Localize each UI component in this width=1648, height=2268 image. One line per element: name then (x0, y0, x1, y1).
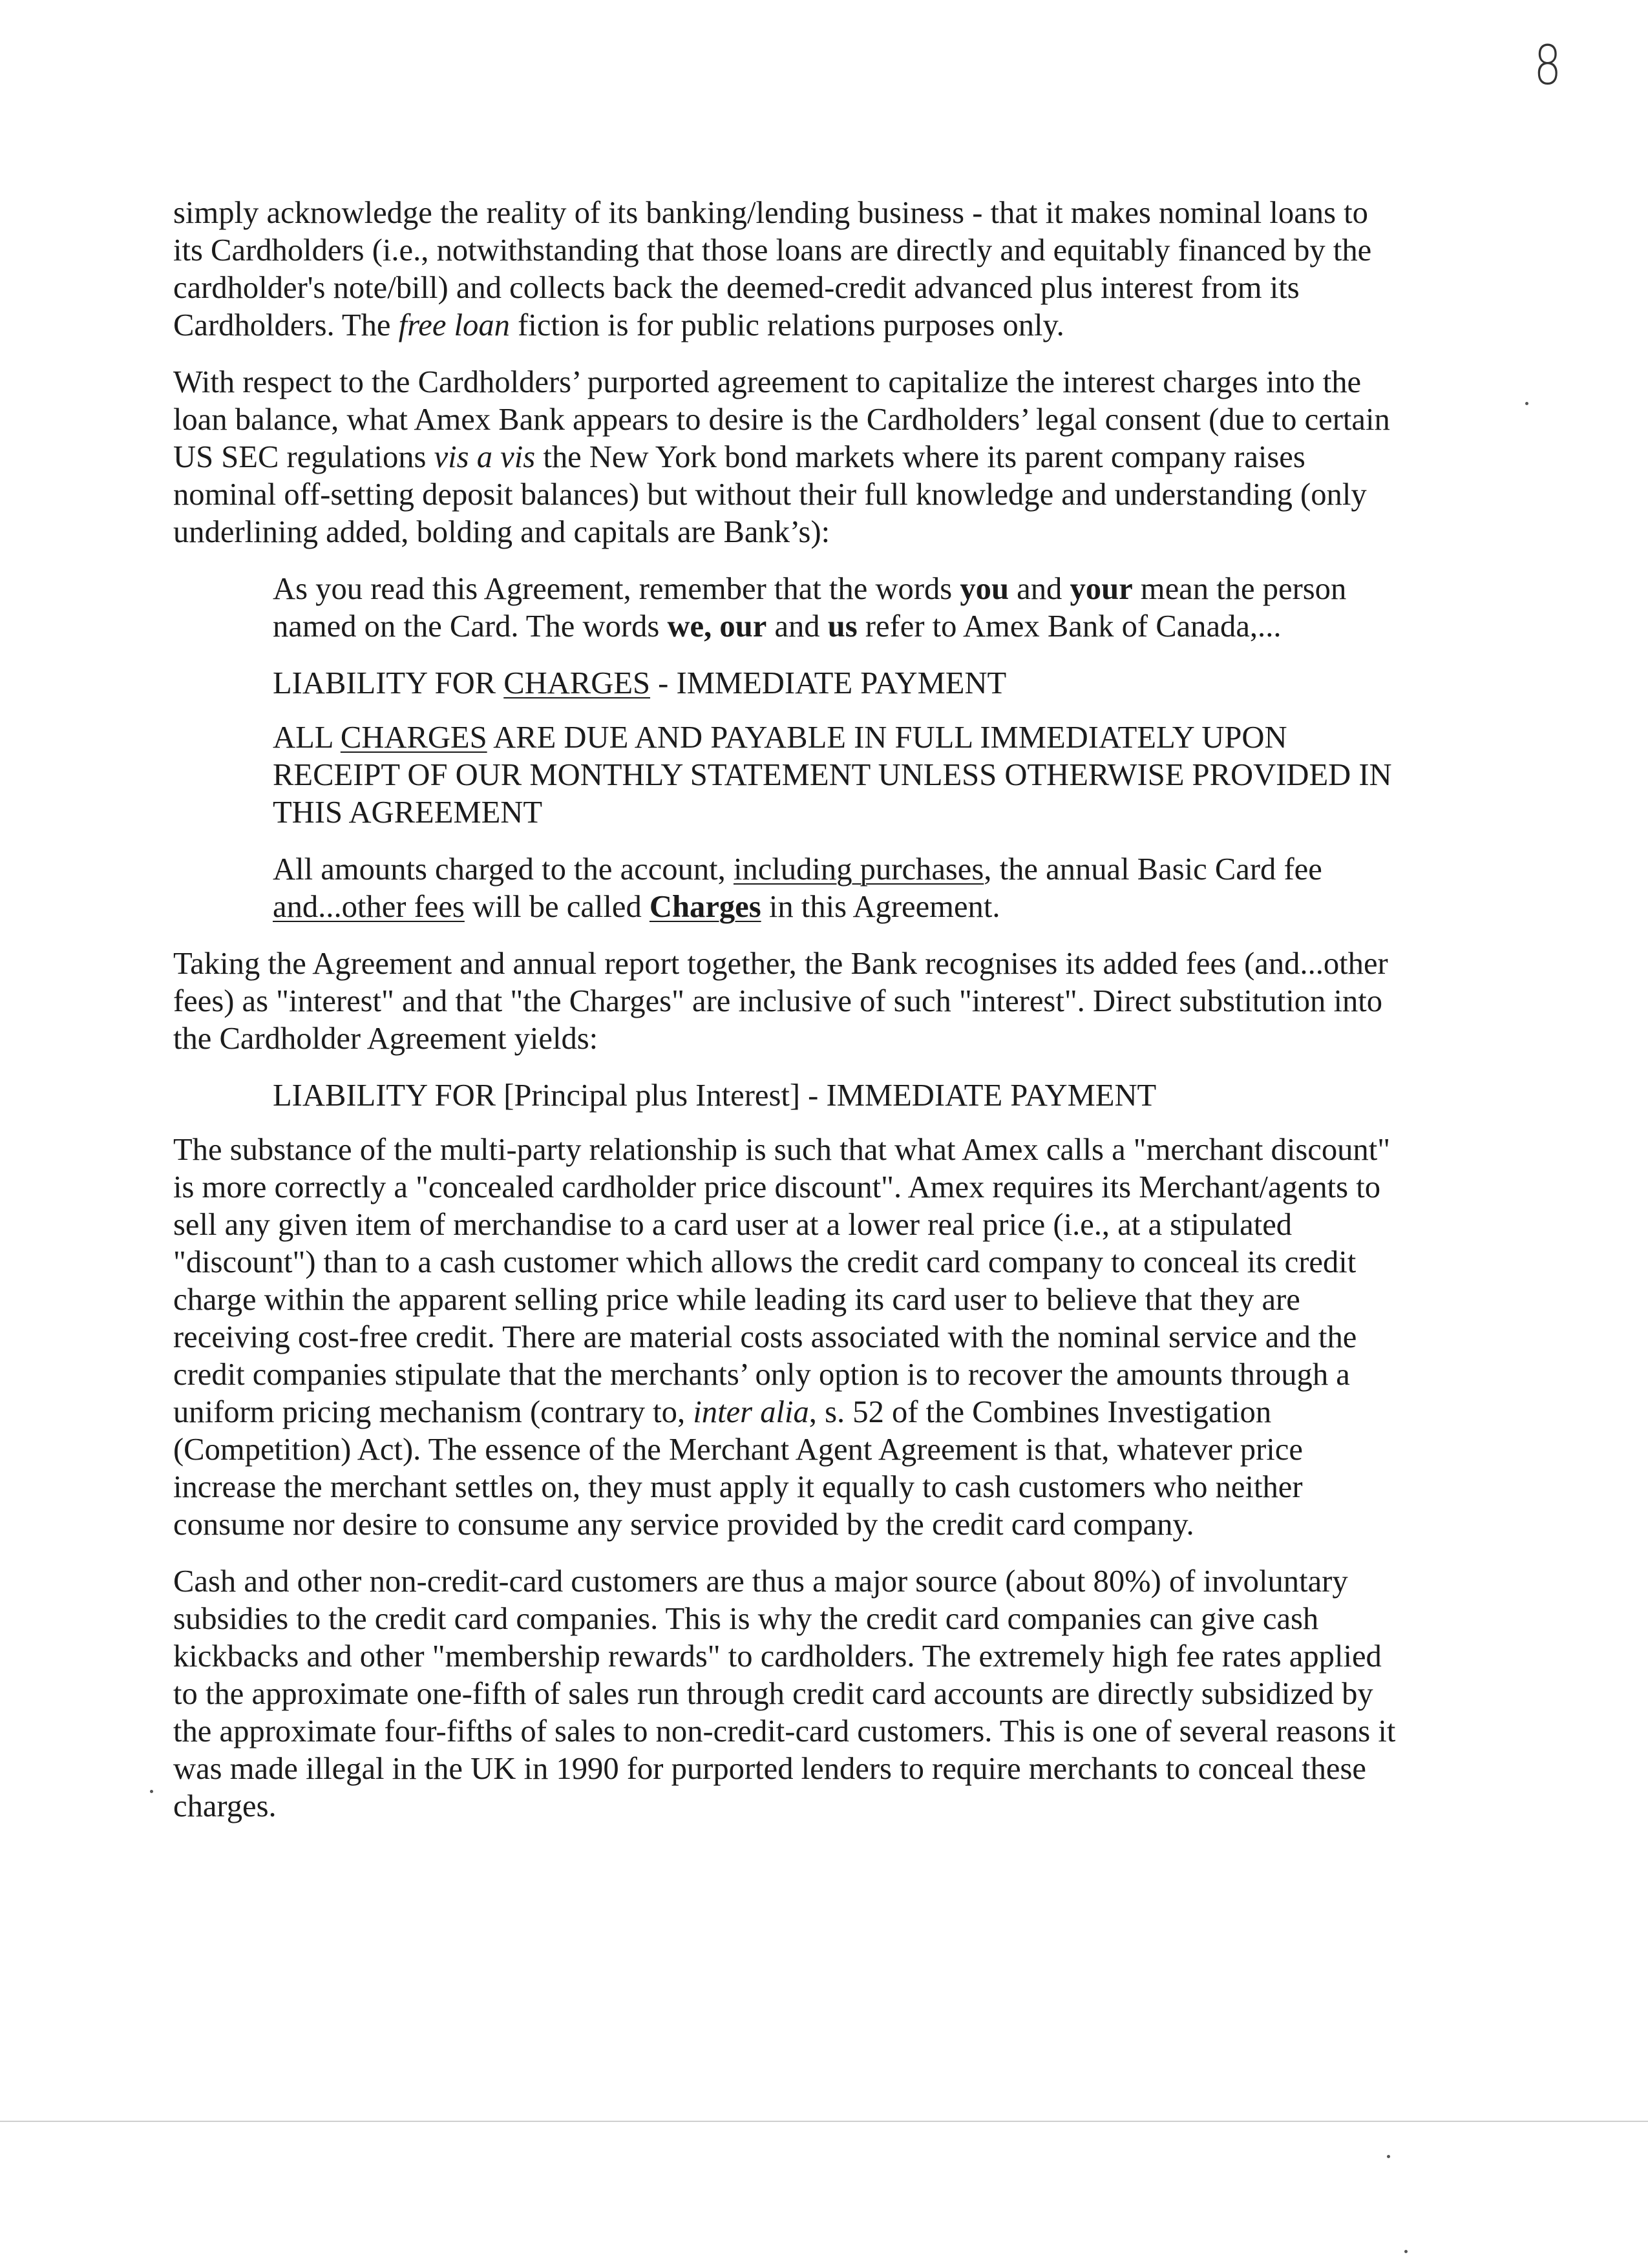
text-line: was made illegal in the UK in 1990 for purported lenders to require merchants to conceal these (173, 1751, 1366, 1786)
text-line: (Competition) Act). The essence of the Merchant Agent Agreement is that, whatever price (173, 1432, 1303, 1467)
text-line: its Cardholders (i.e., notwithstanding that those loans are directly and equitably financed by the (173, 233, 1372, 268)
text-line: LIABILITY FOR [Principal plus Interest] - IMMEDIATE PAYMENT (273, 1078, 1157, 1113)
block-quote-heading (273, 664, 1470, 702)
text-line: the approximate four-fifths of sales to non-credit-card customers. This is one of several reasons it (173, 1714, 1396, 1748)
text-line: Taking the Agreement and annual report together, the Bank recognises its added fees (and...other (173, 946, 1388, 981)
text-line: to the approximate one-fifth of sales run through credit card accounts are directly subsidized by (173, 1676, 1373, 1711)
text-line: charges. (173, 1789, 277, 1823)
italic-term: inter alia (693, 1394, 809, 1429)
text-line: RECEIPT OF OUR MONTHLY STATEMENT UNLESS OTHERWISE PROVIDED IN (273, 757, 1392, 792)
text-line: charge within the apparent selling price while leading its card user to believe that they are (173, 1282, 1300, 1317)
text-line: simply acknowledge the reality of its banking/lending business - that it makes nominal loans to (173, 195, 1368, 230)
text-line: fees) as "interest" and that "the Charges" are inclusive of such "interest". Direct substitution into (173, 983, 1383, 1018)
text-line: ALL CHARGES ARE DUE AND PAYABLE IN FULL IMMEDIATELY UPON (273, 720, 1287, 755)
text-line: "discount") than to a cash customer which allows the credit card company to conceal its credit (173, 1244, 1357, 1279)
text-line: Cardholders. The free loan fiction is for public relations purposes only. (173, 308, 1064, 342)
block-quote (273, 719, 1470, 831)
text-line: increase the merchant settles on, they must apply it equally to cash customers who neither (173, 1469, 1303, 1504)
text-line: loan balance, what Amex Bank appears to desire is the Cardholders’ legal consent (due to certain (173, 402, 1390, 437)
scan-edge-line (0, 2121, 1648, 2122)
text-line: receiving cost-free credit. There are material costs associated with the nominal service and the (173, 1319, 1357, 1354)
text-line: LIABILITY FOR CHARGES - IMMEDIATE PAYMENT (273, 666, 1007, 700)
text-line: kickbacks and other "membership rewards" to cardholders. The extremely high fee rates applied (173, 1639, 1382, 1674)
block-quote (273, 570, 1470, 645)
scan-speck (150, 1790, 153, 1793)
text-line: consume nor desire to consume any service provided by the credit card company. (173, 1507, 1194, 1542)
paragraph (173, 1562, 1470, 1825)
paragraph (173, 1131, 1470, 1543)
page-number: 8 (1534, 34, 1562, 97)
text-line: US SEC regulations vis a vis the New York bond markets where its parent company raises (173, 439, 1305, 474)
document-body (173, 194, 1470, 1844)
text-line: All amounts charged to the account, including purchases, the annual Basic Card fee (273, 852, 1322, 887)
text-line: underlining added, bolding and capitals are Bank’s): (173, 514, 830, 549)
text-line: THIS AGREEMENT (273, 795, 543, 830)
paragraph (173, 945, 1470, 1057)
text-line: As you read this Agreement, remember that the words you and your mean the person (273, 571, 1347, 606)
paragraph (173, 363, 1470, 551)
text-line: the Cardholder Agreement yields: (173, 1021, 598, 1056)
text-line: nominal off-setting deposit balances) but without their full knowledge and understanding (only (173, 477, 1367, 512)
italic-term: vis a vis (434, 439, 536, 474)
text-line: sell any given item of merchandise to a card user at a lower real price (i.e., at a stipulated (173, 1207, 1293, 1242)
scan-speck (1387, 2155, 1390, 2158)
block-quote-heading (273, 1076, 1470, 1114)
italic-term: free loan (398, 308, 510, 342)
block-quote (273, 850, 1470, 925)
scan-speck (1525, 402, 1528, 405)
text-line: and...other fees will be called Charges in this Agreement. (273, 889, 1000, 924)
text-line: The substance of the multi-party relationship is such that what Amex calls a "merchant discount" (173, 1132, 1391, 1167)
text-line: cardholder's note/bill) and collects back the deemed-credit advanced plus interest from its (173, 270, 1300, 305)
text-line: is more correctly a "concealed cardholder price discount". Amex requires its Merchant/agents to (173, 1170, 1380, 1204)
paragraph (173, 194, 1470, 344)
text-line: subsidies to the credit card companies. This is why the credit card companies can give cash (173, 1601, 1319, 1636)
text-line: named on the Card. The words we, our and us refer to Amex Bank of Canada,... (273, 609, 1282, 644)
text-line: Cash and other non-credit-card customers are thus a major source (about 80%) of involuntary (173, 1564, 1348, 1599)
text-line: uniform pricing mechanism (contrary to, inter alia, s. 52 of the Combines Investigation (173, 1394, 1272, 1429)
scan-speck (1404, 2250, 1408, 2253)
text-line: With respect to the Cardholders’ purported agreement to capitalize the interest charges into the (173, 364, 1362, 399)
text-line: credit companies stipulate that the merchants’ only option is to recover the amounts through a (173, 1357, 1350, 1392)
